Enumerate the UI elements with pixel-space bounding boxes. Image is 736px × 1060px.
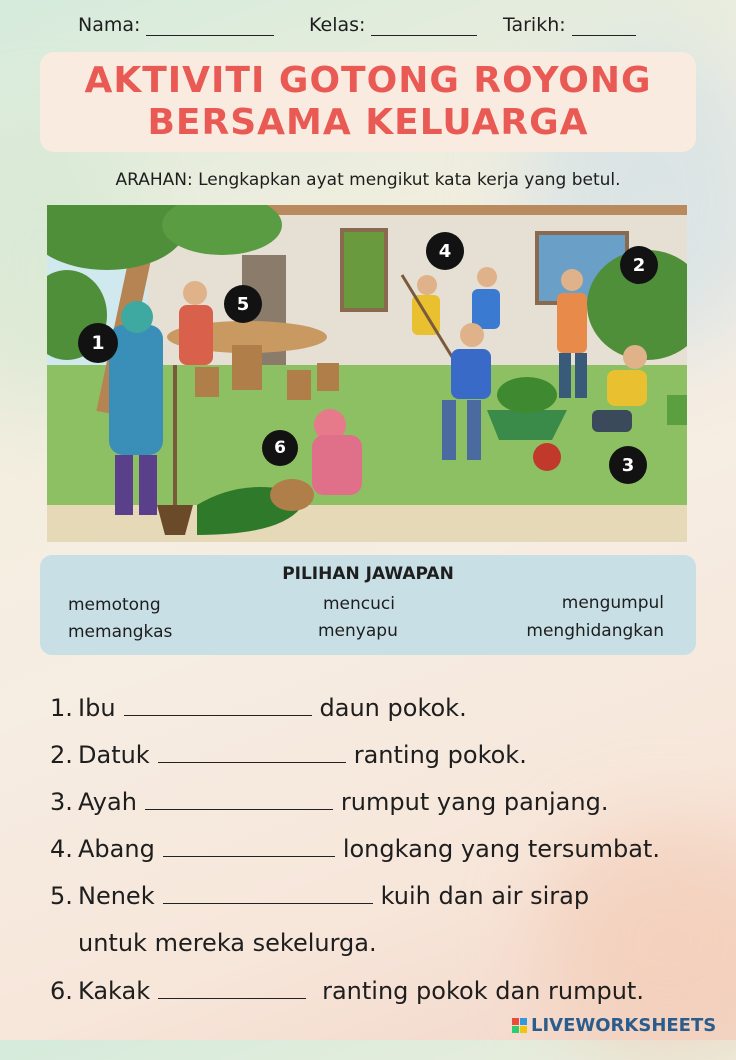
option-memangkas: memangkas bbox=[68, 622, 173, 642]
option-menyapu: menyapu bbox=[318, 621, 398, 641]
option-menghidangkan: menghidangkan bbox=[526, 621, 664, 641]
liveworksheets-logo[interactable] bbox=[512, 1015, 716, 1036]
answer-blank-4[interactable] bbox=[163, 836, 335, 857]
question-2 bbox=[50, 741, 527, 769]
question-4 bbox=[50, 835, 660, 863]
answer-blank-2[interactable] bbox=[158, 742, 346, 763]
gotong-royong-illustration bbox=[47, 205, 687, 542]
marker-1: 1 bbox=[78, 323, 118, 363]
tarikh-field bbox=[503, 14, 636, 36]
header-fields bbox=[0, 10, 736, 44]
question-5-continuation bbox=[78, 929, 377, 957]
question-rest: kuih dan air sirap bbox=[380, 882, 590, 910]
marker-4: 4 bbox=[426, 232, 464, 270]
title-line-1: AKTIVITI GOTONG ROYONG bbox=[84, 60, 652, 101]
question-number: 1. bbox=[50, 694, 73, 722]
question-1 bbox=[50, 694, 467, 722]
question-rest: daun pokok. bbox=[319, 694, 467, 722]
logo-text: LIVEWORKSHEETS bbox=[531, 1015, 717, 1036]
option-mengumpul: mengumpul bbox=[561, 593, 664, 613]
title-line-2: BERSAMA KELUARGA bbox=[147, 102, 589, 143]
question-3 bbox=[50, 788, 608, 816]
question-number: 3. bbox=[50, 788, 73, 816]
marker-5: 5 bbox=[224, 285, 262, 323]
liveworksheets-logo-icon bbox=[512, 1018, 527, 1033]
question-number: 5. bbox=[50, 882, 73, 910]
question-subject: Abang bbox=[78, 835, 155, 863]
instruction-text: ARAHAN: Lengkapkan ayat mengikut kata kerja yang betul. bbox=[115, 170, 621, 190]
question-5 bbox=[50, 882, 589, 910]
option-mencuci: mencuci bbox=[323, 594, 395, 614]
tarikh-blank[interactable] bbox=[572, 17, 636, 36]
nama-blank[interactable] bbox=[146, 17, 274, 36]
question-subject: Nenek bbox=[78, 882, 155, 910]
answer-blank-1[interactable] bbox=[124, 695, 312, 716]
answer-blank-3[interactable] bbox=[145, 789, 333, 810]
nama-label: Nama: bbox=[78, 14, 141, 36]
answer-blank-6[interactable] bbox=[158, 978, 306, 999]
question-number: 2. bbox=[50, 741, 73, 769]
question-subject: Ayah bbox=[78, 788, 137, 816]
tarikh-label: Tarikh: bbox=[503, 14, 566, 36]
question-continuation: untuk mereka sekelurga. bbox=[78, 929, 377, 957]
question-rest: ranting pokok. bbox=[353, 741, 527, 769]
question-rest: rumput yang panjang. bbox=[340, 788, 609, 816]
title-banner bbox=[40, 52, 696, 152]
question-subject: Ibu bbox=[78, 694, 116, 722]
question-subject: Datuk bbox=[78, 741, 150, 769]
question-number: 4. bbox=[50, 835, 73, 863]
question-rest: longkang yang tersumbat. bbox=[342, 835, 660, 863]
answer-blank-5[interactable] bbox=[163, 883, 373, 904]
question-subject: Kakak bbox=[78, 977, 151, 1005]
marker-3: 3 bbox=[609, 446, 647, 484]
kelas-field bbox=[309, 14, 477, 36]
kelas-blank[interactable] bbox=[371, 17, 477, 36]
kelas-label: Kelas: bbox=[309, 14, 366, 36]
marker-2: 2 bbox=[620, 246, 658, 284]
nama-field bbox=[78, 14, 274, 36]
option-memotong: memotong bbox=[68, 595, 161, 615]
scene-svg bbox=[47, 205, 687, 542]
answer-choices-box bbox=[40, 555, 696, 655]
question-rest: ranting pokok dan rumput. bbox=[322, 977, 644, 1005]
answer-choices-title: PILIHAN JAWAPAN bbox=[282, 564, 454, 584]
question-number: 6. bbox=[50, 977, 73, 1005]
question-6 bbox=[50, 977, 644, 1005]
marker-6: 6 bbox=[262, 430, 298, 466]
